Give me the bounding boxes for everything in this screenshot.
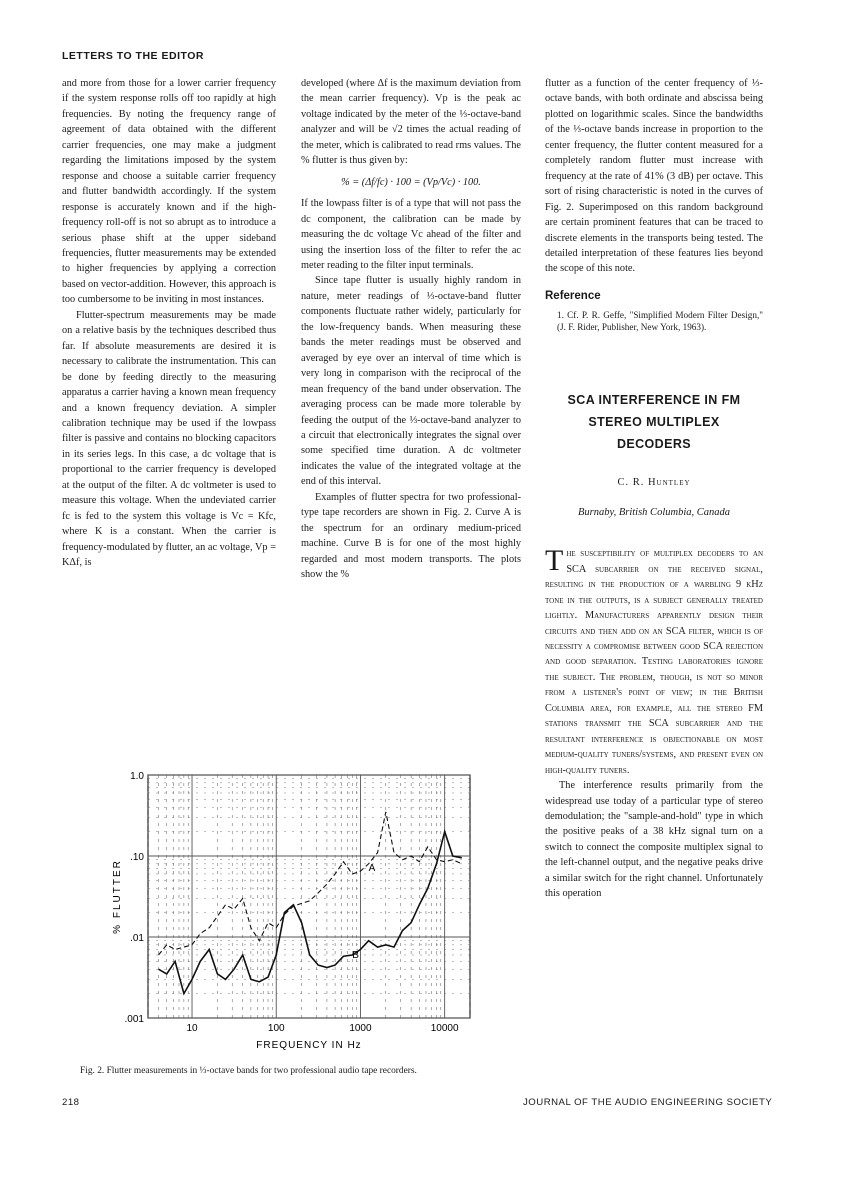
author-affiliation: Burnaby, British Columbia, Canada (578, 506, 730, 518)
paragraph (545, 546, 763, 778)
paragraph-text: he susceptibility of multiplex decoders to an SCA subcarrier on the received signal, resulting in the production of a warbling 9 kHz tone in the outputs, is a subject generally treated lightly. Manufacturers apparently design their circuits and then add on an SCA filter, which is of necessity a compromise between good SCA rejection and good separation. Testing laboratories ignore the subject. The problem, though, is not so minor from a listener's point of view; in the British Columbia area, for example, all the stereo FM stations transmit the SCA subcarrier and the resultant interference is objectionable on most medium-quality tuners/systems, and present even on high-quality tuners. (545, 548, 763, 776)
reference-item: 1. Cf. P. R. Geffe, "Simplified Modern Filter Design," (J. F. Rider, Publisher, New York, 1963). (557, 310, 763, 332)
drop-cap: T (545, 544, 564, 578)
page-number: 218 (62, 1097, 80, 1108)
x-tick-label: 100 (267, 1023, 285, 1034)
chart-svg (100, 770, 540, 1060)
title-line: DECODERS (616, 437, 692, 452)
column-2 (301, 76, 521, 583)
paragraph: and more from those for a lower carrier frequency if the system response rolls off too rapidly at high frequencies. By noting the frequency range of agreement of data obtained with the different carrier frequencies, one may make a judgment regarding the limitations imposed by the system response and choose a suitable carrier frequency and flutter bandwidth accordingly. If the system response is accurately known and if the high-frequency roll-off is not so abrupt as to introduce a serious phase shift at the upper sideband frequencies, flutter measurements may be extended to higher frequencies by applying a correction based on vector-addition. However, this approach is too cumbersome to be inviting in most instances. (62, 78, 276, 306)
flutter-equation: % = (Δf/fc) · 100 = (Vp/Vc) · 100. (341, 176, 481, 188)
x-axis-label: FREQUENCY IN Hz (256, 1040, 362, 1051)
curve-label-b: B (352, 950, 359, 962)
x-tick-label: 10 (186, 1023, 198, 1034)
x-tick-label: 1000 (349, 1023, 372, 1034)
y-tick-label: .001 (124, 1014, 144, 1025)
y-tick-label: .01 (130, 933, 144, 944)
column-1 (62, 76, 276, 571)
paragraph: developed (where Δf is the maximum deviation from the mean carrier frequency). Vp is the peak ac voltage indicated by the meter of the ⅓-octave-band analyzer and will be √2 times the actual reading of the meter, which is calibrated to read rms values. The % flutter is thus given by: (301, 78, 521, 167)
running-header: LETTERS TO THE EDITOR (62, 50, 204, 62)
curve-label-a: A (368, 863, 376, 875)
title-line: SCA INTERFERENCE IN FM (567, 393, 741, 408)
plot-frame (148, 775, 470, 1018)
paragraph: flutter as a function of the center frequency of ⅓-octave bands, with both ordinate and abscissa being plotted on logarithmic scales. Since the bandwidths of the ⅓-octave bands increase in proportion to the center frequency, the flutter content measured for a completely random flutter must increase with frequency at the rate of 41% (3 dB) per octave. This sort of rising characteristic is noted in the curves of Fig. 2. Superimposed on this random background are certain prominent features that can be traced to discrete elements in the transports being tested. The detailed interpretation of these features lies beyond the scope of this note. (545, 78, 763, 275)
y-tick-label: .10 (130, 852, 144, 863)
author-name: C. R. Huntley (617, 477, 691, 489)
paragraph: Since tape flutter is usually highly random in nature, meter readings of ⅓-octave-band flutter components fluctuate rather widely, particularly for the low-frequency bands. When measuring these bands the meter readings must be observed and averaged by eye over an interval of time which is very long in comparison with the reciprocal of the mean frequency of the band under observation. The averaging process can be made more tolerable by feeding the output of the ⅓-octave-band analyzer to a circuit that electronically integrates the signal over some specified time duration. A dc voltmeter indicates the value of the integrated voltage at the end of this interval. (301, 275, 521, 488)
title-line: STEREO MULTIPLEX (588, 415, 720, 430)
x-tick-label: 10000 (430, 1023, 459, 1034)
article-title (545, 389, 763, 455)
paragraph: If the lowpass filter is of a type that will not pass the dc component, the calibration can be made by measuring the dc voltage Vc ahead of the filter and using the insertion loss of the filter to refer the ac meter reading to the filter input terminals. (301, 198, 521, 271)
column-3 (545, 76, 763, 902)
reference-heading: Reference (545, 289, 601, 302)
paragraph: The interference results primarily from the widespread use today of a particular type of stereo demodulation; the "sample-and-hold" type in which the positive peaks of a 38 kHz signal turn on a switch to connect the composite multiplex signal to the left-channel output, and the negative peaks drive a similar switch for the right channel. Unfortunately this operation (545, 780, 763, 900)
figure-caption: Fig. 2. Flutter measurements in ⅓-octave bands for two professional audio tape recorders. (80, 1066, 417, 1076)
journal-name: JOURNAL OF THE AUDIO ENGINEERING SOCIETY (523, 1097, 773, 1108)
y-axis-label: % FLUTTER (112, 859, 123, 934)
paragraph: Flutter-spectrum measurements may be made on a relative basis by the techniques described thus far. If absolute measurements are desired it is necessary to calibrate the instrumentation. This can be done by feeding directly to the measuring apparatus a carrier having a known mean frequency and a known frequency deviation. A simpler calibration technique may be used if the lowpass filter is passive and contains no blocking capacitors in its series legs. In this case, a dc voltage that is proportional to the carrier frequency is developed at the output of the filter. A dc voltmeter is used to measure this voltage. When the undeviated carrier fc is fed to the system this voltage is Vc = Kfc, where K is a constant. When the carrier is frequency-modulated by flutter, an ac voltage, Vp = KΔf, is (62, 309, 276, 569)
paragraph: Examples of flutter spectra for two professional-type tape recorders are shown in Fig. 2. Curve A is the spectrum for an ordinary medium-priced machine. Curve B is for one of the most highly regarded and most modern transports. The plots show the % (301, 491, 521, 581)
flutter-chart (100, 770, 540, 1060)
series-line-A (159, 812, 462, 955)
y-tick-label: 1.0 (130, 771, 144, 782)
